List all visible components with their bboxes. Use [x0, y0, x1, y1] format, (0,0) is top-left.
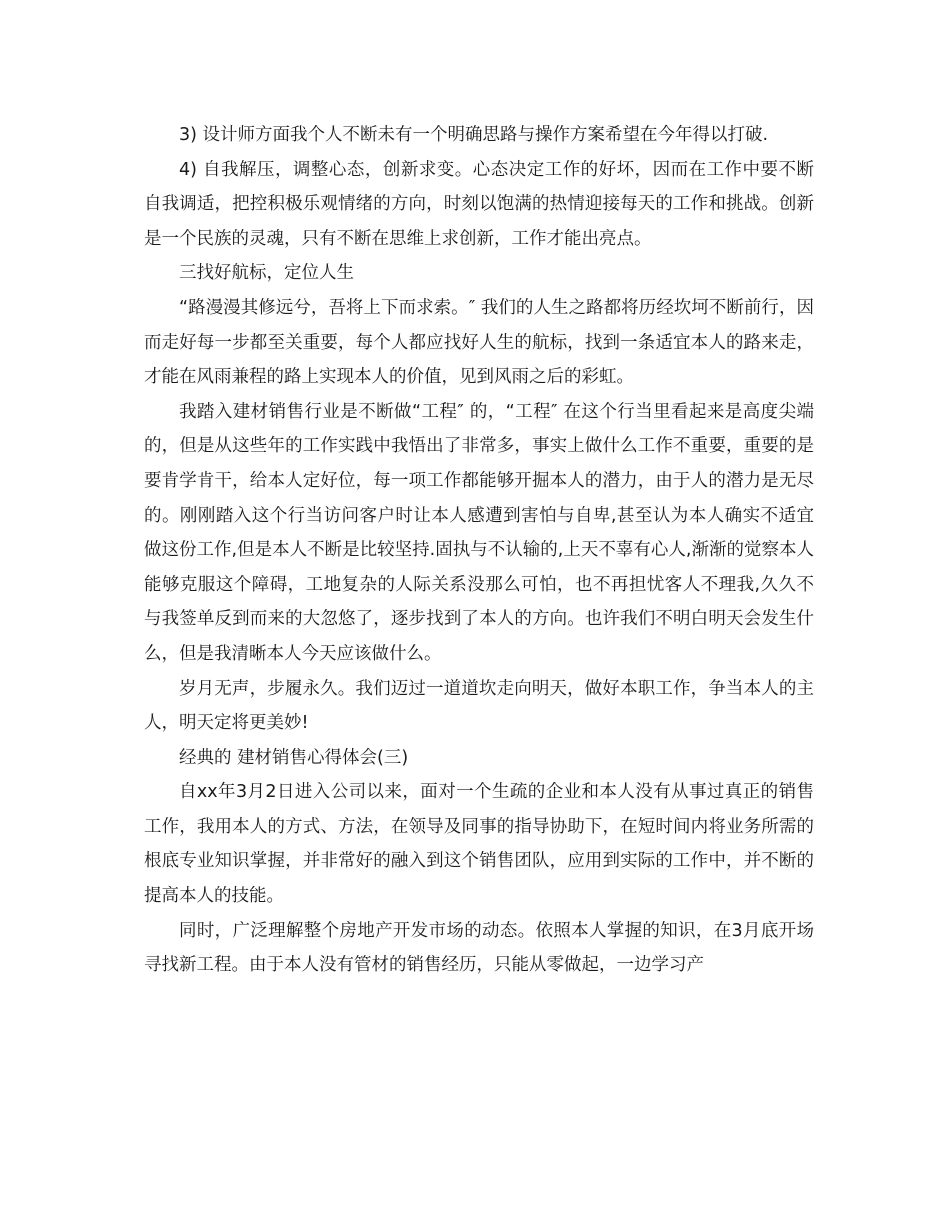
paragraph-designer-plan: 3) 设计师方面我个人不断未有一个明确思路与操作方案希望在今年得以打破. [179, 125, 769, 145]
paragraph-career: 我踏入建材销售行业是不断做“工程″ 的，“工程″ 在这个行当里看起来是高度尖端的，但是从这些年的工作实践中我悟出了非常多，事实上做什么工作不重要，重要的是要肯学肯干，给本人定好位，每一项工作都能够开掘本人的潜力，由于人的潜力是无尽的。刚刚踏入这个行当访问客户时让本人感遭到害怕与自卑,甚至认为本人确实不适宜做这份工作,但是本人不断是比较坚持.固执与不认输的,上天不辜有心人,渐渐的觉察本人能够克服这个障碍，工地复杂的人际关系没那么可怕，也不再担忧客人不理我,久久不与我签单反到而来的大忽悠了，逐步找到了本人的方向。也许我们不明白明天会发生什么，但是我清晰本人今天应该做什么。 [144, 401, 814, 664]
paragraph-quote: “路漫漫其修远兮，吾将上下而求索。″ 我们的人生之路都将历经坎坷不断前行，因而走好每一步都至关重要，每个人都应找好人生的航标，找到一条适宜本人的路来走，才能在风雨兼程的路上实现本人的价值，见到风雨之后的彩虹。 [144, 297, 814, 388]
paragraph-self-adjust: 4) 自我解压，调整心态，创新求变。心态决定工作的好坏，因而在工作中要不断自我调适，把控积极乐观情绪的方向，时刻以饱满的热情迎接每天的工作和挑战。创新是一个民族的灵魂，只有不断在思维上求创新，工作才能出亮点。 [144, 159, 814, 249]
document-body [144, 118, 814, 983]
paragraph-since-joining: 自xx年3月2日进入公司以来，面对一个生疏的企业和本人没有从事过真正的销售工作，我用本人的方式、方法，在领导及同事的指导协助下，在短时间内将业务所需的根底专业知识掌握，并非常好的融入到这个销售团队，应用到实际的工作中，并不断的提高本人的技能。 [144, 782, 814, 907]
paragraph-conclusion: 岁月无声，步履永久。我们迈过一道道坎走向明天，做好本职工作，争当本人的主人，明天定将更美妙! [144, 678, 814, 734]
section-heading-3: 三找好航标，定位人生 [179, 263, 354, 284]
paragraph-market: 同时，广泛理解整个房地产开发市场的动态。依照本人掌握的知识，在3月底开场寻找新工程。由于本人没有管材的销售经历，只能从零做起，一边学习产 [144, 920, 814, 976]
section-title-classic: 经典的 建材销售心得体会(三) [179, 747, 409, 768]
